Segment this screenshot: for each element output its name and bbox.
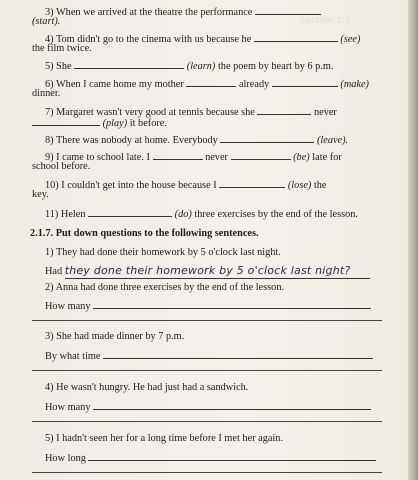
section-title: 2.1.7. Put down questions to the following sentences. — [30, 228, 259, 239]
item-10-tail: key. — [32, 189, 49, 200]
item-4-text: 4) Tom didn't go to the cinema with us because he — [45, 34, 252, 45]
question-5: 5) I hadn't seen her for a long time before I met her again. — [45, 433, 284, 444]
question-3-answer-row — [45, 348, 384, 363]
question-5-lead: How long — [45, 453, 86, 464]
item-8 — [45, 132, 384, 147]
item-10-cont — [32, 188, 384, 201]
item-6-adverb: already — [238, 79, 270, 90]
question-1-lead: Had — [45, 266, 63, 277]
question-3-extra-line[interactable] — [32, 370, 382, 371]
item-7-blank-1[interactable] — [257, 104, 311, 115]
question-4-extra-line[interactable] — [32, 421, 382, 422]
item-3-blank[interactable] — [255, 4, 321, 15]
item-5-verb: (learn) — [186, 61, 216, 72]
question-1-answer-field[interactable] — [65, 264, 370, 279]
question-1: 1) They had done their homework by 5 o'clock last night. — [45, 247, 281, 258]
question-4-answer-row — [45, 399, 384, 414]
question-4-answer-field[interactable] — [93, 399, 371, 410]
item-11 — [45, 206, 384, 221]
item-6-cont — [32, 87, 384, 100]
question-3: 3) She had made dinner by 7 p.m. — [45, 331, 185, 342]
item-10-verb: (lose) — [287, 180, 312, 191]
item-7-adverb: never — [313, 107, 337, 118]
item-3-text: 3) When we arrived at the theatre the performance — [45, 7, 253, 18]
question-3-lead: By what time — [45, 351, 101, 362]
item-9-tail: school before. — [32, 161, 91, 172]
item-3-cont — [32, 15, 384, 28]
item-7-blank-2[interactable] — [32, 115, 100, 126]
show-through: Section 2.2 — [300, 16, 351, 26]
item-3-verb: (start). — [32, 16, 61, 27]
item-10-text: 10) I couldn't get into the house because I — [45, 180, 217, 191]
item-7-verb: (play) — [102, 118, 128, 129]
item-9-trail: late for — [312, 152, 342, 163]
item-8-verb: (leave). — [316, 135, 349, 146]
item-4-cont — [32, 42, 384, 55]
item-5-tail: the poem by heart by 6 p.m. — [217, 61, 334, 72]
item-6-blank-1[interactable] — [186, 76, 236, 87]
question-5-answer-row — [45, 450, 384, 465]
item-7-text: 7) Margaret wasn't very good at tennis because she — [45, 107, 255, 118]
item-11-text: 11) Helen — [45, 209, 86, 220]
item-4-tail: the film twice. — [32, 43, 92, 54]
item-8-text: 8) There was nobody at home. Everybody — [45, 135, 218, 146]
item-5-text: 5) She — [45, 61, 72, 72]
question-5-extra-line[interactable] — [32, 472, 382, 473]
item-5-blank[interactable] — [74, 58, 184, 69]
question-3-answer-field[interactable] — [103, 348, 373, 359]
item-11-verb: (do) — [174, 209, 192, 220]
item-9-verb: (be) — [293, 152, 310, 163]
item-6-text: 6) When I came home my mother — [45, 79, 184, 90]
item-6-tail: dinner. — [32, 88, 61, 99]
question-1-handwritten-answer: they done their homework by 5 o'clock last night? — [64, 264, 351, 277]
question-2-answer-field[interactable] — [93, 298, 371, 309]
item-8-blank[interactable] — [220, 132, 314, 143]
item-9-blank-1[interactable] — [153, 149, 203, 160]
item-5 — [45, 58, 384, 73]
item-4-blank[interactable] — [254, 31, 338, 42]
item-11-tail: three exercises by the end of the lesson. — [194, 209, 358, 220]
item-11-blank[interactable] — [88, 206, 172, 217]
question-2-answer-row — [45, 298, 384, 313]
item-7-tail: it before. — [129, 118, 167, 129]
item-9-adverb: never — [205, 152, 228, 163]
question-4-lead: How many — [45, 402, 91, 413]
item-9-cont — [32, 160, 384, 173]
item-6-blank-2[interactable] — [272, 76, 338, 87]
question-4: 4) He wasn't hungry. He had just had a sandwich. — [45, 382, 249, 393]
item-10-trail: the — [313, 180, 327, 191]
question-2: 2) Anna had done three exercises by the end of the lesson. — [45, 282, 285, 293]
question-2-lead: How many — [45, 301, 91, 312]
question-2-extra-line[interactable] — [32, 320, 382, 321]
item-4-verb: (see) — [340, 34, 361, 45]
item-7-cont — [32, 115, 384, 130]
item-9-text: 9) I came to school late. I — [45, 152, 150, 163]
item-6-verb: (make) — [340, 79, 369, 90]
question-5-answer-field[interactable] — [88, 450, 376, 461]
question-1-answer-row — [45, 264, 384, 279]
book-binding-edge — [408, 0, 418, 480]
item-10-blank[interactable] — [219, 177, 285, 188]
item-9-blank-2[interactable] — [231, 149, 291, 160]
